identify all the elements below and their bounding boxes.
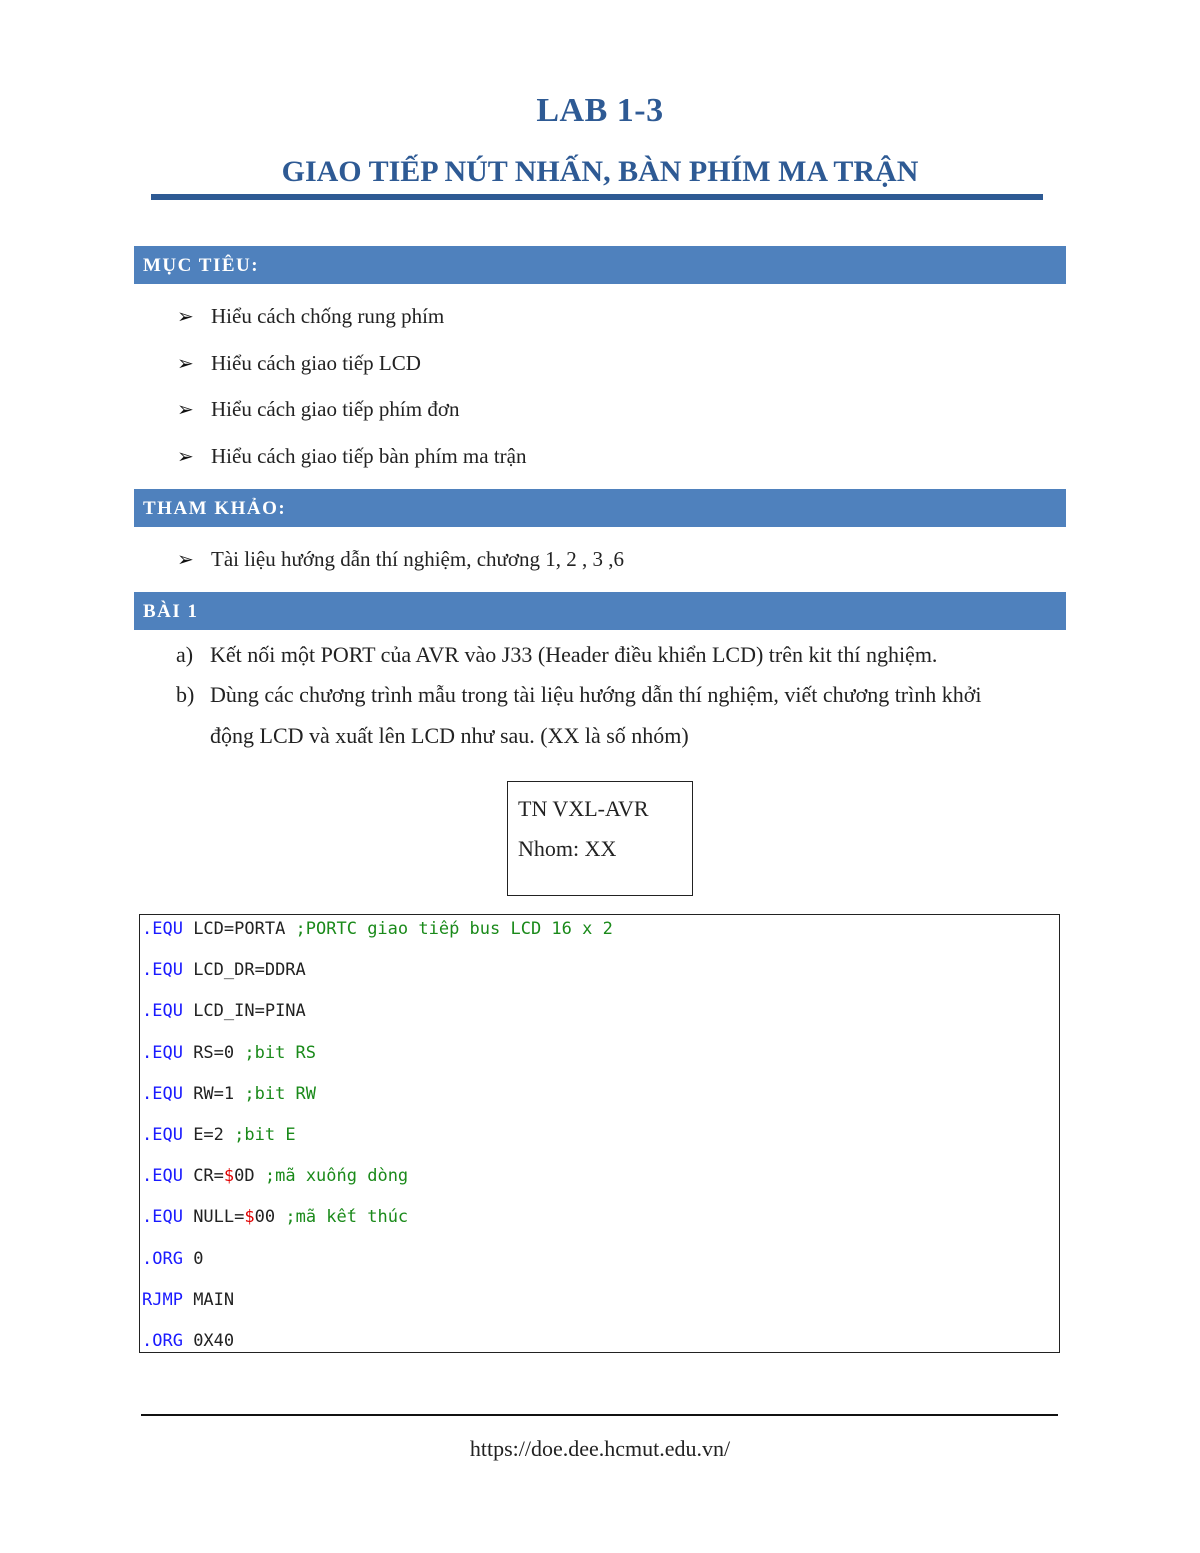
code-line <box>142 1125 296 1145</box>
lcd-line-2: Nhom: XX <box>518 836 617 861</box>
code-line <box>142 1290 234 1310</box>
code-keyword: .EQU <box>142 960 183 981</box>
arrow-bullet-icon: ➢ <box>177 397 194 421</box>
code-line <box>142 960 306 980</box>
code-keyword: .EQU <box>142 1083 183 1104</box>
code-block <box>139 914 1060 1353</box>
code-comment: ;mã xuống dòng <box>264 1166 409 1187</box>
objective-item: ➢ Hiểu cách giao tiếp phím đơn <box>177 397 460 421</box>
lab-title: LAB 1-3 <box>536 92 664 129</box>
code-text: RS=0 <box>182 1042 245 1063</box>
code-keyword: .EQU <box>142 1207 183 1228</box>
lcd-line-1: TN VXL-AVR <box>518 796 649 821</box>
lab-subtitle: GIAO TIẾP NÚT NHẤN, BÀN PHÍM MA TRẬN <box>281 155 919 188</box>
code-text: RW=1 <box>182 1083 245 1104</box>
code-comment: ;bit E <box>234 1125 296 1145</box>
code-text: 0D <box>234 1166 265 1187</box>
code-text: 00 <box>254 1207 286 1228</box>
code-line <box>142 1249 203 1269</box>
footer-divider <box>141 1414 1058 1416</box>
code-line <box>142 1166 408 1186</box>
code-line <box>142 1084 316 1104</box>
code-keyword: RJMP <box>142 1289 183 1310</box>
arrow-bullet-icon: ➢ <box>177 444 194 468</box>
arrow-bullet-icon: ➢ <box>177 351 194 375</box>
section-header-exercise-1: BÀI 1 <box>134 592 1066 630</box>
code-keyword: .ORG <box>142 1331 183 1351</box>
code-comment: ;mã kết thúc <box>285 1207 409 1228</box>
code-text: E=2 <box>182 1125 235 1145</box>
objective-item: ➢ Hiểu cách giao tiếp LCD <box>177 351 421 375</box>
code-keyword: .EQU <box>142 1042 183 1063</box>
code-line <box>142 1207 408 1227</box>
code-keyword: .EQU <box>142 1125 183 1145</box>
arrow-bullet-icon: ➢ <box>177 547 194 571</box>
section-header-references: THAM KHẢO: <box>134 489 1066 527</box>
lcd-display-box <box>507 781 693 896</box>
code-line <box>142 1001 306 1021</box>
section-header-objectives: MỤC TIÊU: <box>134 246 1066 284</box>
code-hex-prefix: $ <box>244 1207 255 1228</box>
code-comment: ;PORTC giao tiếp bus LCD 16 x 2 <box>295 919 613 939</box>
code-line <box>142 1043 316 1063</box>
code-keyword: .EQU <box>142 1001 183 1022</box>
code-text: LCD_IN=PINA <box>182 1001 306 1022</box>
code-keyword: .ORG <box>142 1248 183 1269</box>
title-divider <box>151 194 1043 200</box>
code-text: NULL= <box>182 1207 245 1228</box>
reference-item: ➢ Tài liệu hướng dẫn thí nghiệm, chương 1, 2 , 3 ,6 <box>177 547 624 571</box>
code-comment: ;bit RW <box>244 1083 317 1104</box>
code-hex-prefix: $ <box>223 1166 235 1187</box>
code-keyword: .EQU <box>142 919 183 939</box>
code-text: MAIN <box>182 1289 235 1310</box>
code-line <box>142 1331 234 1351</box>
code-text: LCD=PORTA <box>182 919 296 939</box>
objective-item: ➢ Hiểu cách giao tiếp bàn phím ma trận <box>177 444 527 468</box>
code-keyword: .EQU <box>142 1166 183 1187</box>
code-text: 0X40 <box>182 1331 235 1351</box>
code-text: LCD_DR=DDRA <box>182 960 306 981</box>
code-comment: ;bit RS <box>244 1042 317 1063</box>
code-line <box>142 919 613 939</box>
arrow-bullet-icon: ➢ <box>177 304 194 328</box>
objective-item: ➢ Hiểu cách chống rung phím <box>177 304 445 328</box>
footer-url: https://doe.dee.hcmut.edu.vn/ <box>469 1436 731 1461</box>
code-text: 0 <box>182 1248 204 1269</box>
code-text: CR= <box>182 1166 224 1187</box>
